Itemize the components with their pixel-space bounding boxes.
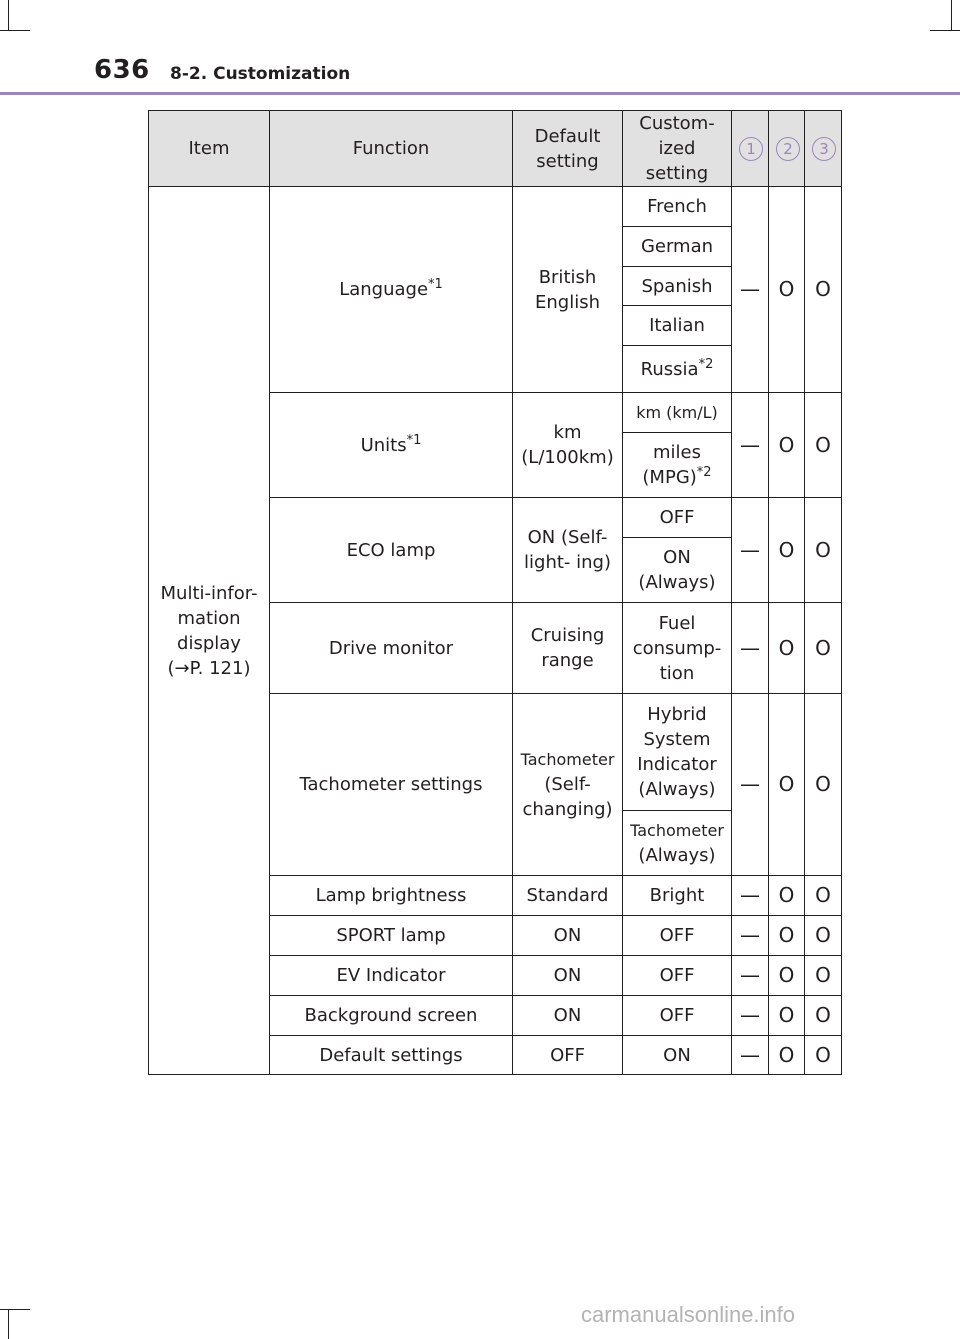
function-ev-indicator: EV Indicator — [270, 956, 513, 996]
note-ref: *2 — [698, 356, 714, 372]
mark-col-1: — — [732, 996, 769, 1036]
header-col-3 — [805, 111, 842, 187]
mark-col-1: — — [732, 876, 769, 916]
mark-col-1: — — [732, 956, 769, 996]
default-value: ON — [513, 916, 623, 956]
mark-col-2: O — [769, 876, 805, 916]
option-language-russia-label: Russia — [640, 358, 699, 380]
mark-col-3: O — [805, 603, 842, 694]
option-language-german: German — [623, 227, 732, 267]
mark-col-1: — — [732, 498, 769, 603]
custom-value: OFF — [623, 916, 732, 956]
header-item: Item — [149, 111, 270, 187]
table-row-language — [149, 187, 842, 227]
option-eco-on-always: ON (Always) — [623, 538, 732, 603]
mark-col-2: O — [769, 996, 805, 1036]
custom-value: ON — [623, 1036, 732, 1075]
header-col-1 — [732, 111, 769, 187]
section-title: 8-2. Customization — [170, 64, 351, 84]
mark-col-3: O — [805, 916, 842, 956]
option-tach-hybrid: Hybrid System Indicator (Always) — [623, 694, 732, 811]
default-drive-monitor: Cruising range — [513, 603, 623, 694]
mark-col-3: O — [805, 956, 842, 996]
item-label-line1: Multi-infor- — [160, 582, 258, 604]
default-eco-lamp: ON (Self-light- ing) — [513, 498, 623, 603]
mark-col-2: O — [769, 393, 805, 498]
mark-col-2: O — [769, 1036, 805, 1075]
function-lamp-brightness: Lamp brightness — [270, 876, 513, 916]
crop-mark-bottom-left-h — [0, 1309, 30, 1310]
page-number: 636 — [94, 55, 150, 85]
option-tach-rest: (Always) — [638, 845, 716, 866]
default-language: British English — [513, 187, 623, 393]
mark-col-2: O — [769, 956, 805, 996]
function-background-screen: Background screen — [270, 996, 513, 1036]
circle-number-2: 2 — [776, 137, 800, 161]
mark-col-2: O — [769, 498, 805, 603]
option-drive-fuel: Fuel consump- tion — [623, 603, 732, 694]
option-language-spanish: Spanish — [623, 267, 732, 306]
note-ref: *1 — [428, 277, 443, 292]
mark-col-3: O — [805, 498, 842, 603]
default-units: km (L/100km) — [513, 393, 623, 498]
function-tachometer: Tachometer settings — [270, 694, 513, 876]
mark-col-1: — — [732, 187, 769, 393]
option-language-russia — [623, 346, 732, 393]
option-tach-word: Tachometer — [630, 821, 724, 840]
function-sport-lamp: SPORT lamp — [270, 916, 513, 956]
function-eco-lamp: ECO lamp — [270, 498, 513, 603]
function-units — [270, 393, 513, 498]
default-value: ON — [513, 956, 623, 996]
header-rule — [0, 92, 960, 95]
custom-value: Bright — [623, 876, 732, 916]
mark-col-2: O — [769, 916, 805, 956]
mark-col-1: — — [732, 694, 769, 876]
function-default-settings: Default settings — [270, 1036, 513, 1075]
mark-col-3: O — [805, 694, 842, 876]
header-function: Function — [270, 111, 513, 187]
option-language-french: French — [623, 187, 732, 227]
mark-col-1: — — [732, 393, 769, 498]
option-eco-off: OFF — [623, 498, 732, 538]
watermark-text: carmanualsonline.info — [581, 1302, 796, 1327]
mark-col-2: O — [769, 603, 805, 694]
item-multi-information-display — [149, 187, 270, 1075]
item-label-line3: display — [177, 632, 241, 654]
function-language-label: Language — [339, 279, 429, 300]
mark-col-1: — — [732, 603, 769, 694]
option-units-km: km (km/L) — [623, 393, 732, 433]
mark-col-1: — — [732, 916, 769, 956]
mark-col-2: O — [769, 187, 805, 393]
function-language — [270, 187, 513, 393]
note-ref: *1 — [406, 432, 422, 448]
mark-col-3: O — [805, 1036, 842, 1075]
default-value: OFF — [513, 1036, 623, 1075]
crop-mark-top-right-v — [951, 0, 952, 30]
header-default-setting: Default setting — [513, 111, 623, 187]
crop-mark-top-left-h — [0, 30, 30, 31]
circle-number-3: 3 — [812, 137, 836, 161]
crop-mark-top-right-h — [930, 30, 960, 31]
note-ref: *2 — [696, 465, 712, 480]
option-tach-always — [623, 811, 732, 876]
table-header-row — [149, 111, 842, 187]
default-value: ON — [513, 996, 623, 1036]
mark-col-3: O — [805, 187, 842, 393]
mark-col-1: — — [732, 1036, 769, 1075]
default-tachometer-word: Tachometer — [520, 750, 615, 769]
header-col-2 — [769, 111, 805, 187]
mark-col-3: O — [805, 393, 842, 498]
custom-value: OFF — [623, 996, 732, 1036]
crop-mark-top-left-v — [8, 0, 9, 30]
mark-col-3: O — [805, 996, 842, 1036]
mark-col-2: O — [769, 694, 805, 876]
option-language-italian: Italian — [623, 306, 732, 346]
default-tachometer — [513, 694, 623, 876]
header-customized-setting: Custom- ized setting — [623, 111, 732, 187]
mark-col-3: O — [805, 876, 842, 916]
option-units-miles-label: miles (MPG) — [642, 442, 701, 488]
customization-table — [148, 110, 842, 1075]
default-value: Standard — [513, 876, 623, 916]
item-label-line2: mation — [177, 607, 241, 629]
default-tachometer-rest: (Self- changing) — [522, 774, 613, 820]
option-units-miles — [623, 433, 732, 498]
circle-number-1: 1 — [739, 137, 763, 161]
item-page-reference: (→P. 121) — [167, 657, 251, 679]
function-drive-monitor: Drive monitor — [270, 603, 513, 694]
function-units-label: Units — [360, 434, 407, 456]
crop-mark-bottom-left-v — [8, 1309, 9, 1339]
custom-value: OFF — [623, 956, 732, 996]
